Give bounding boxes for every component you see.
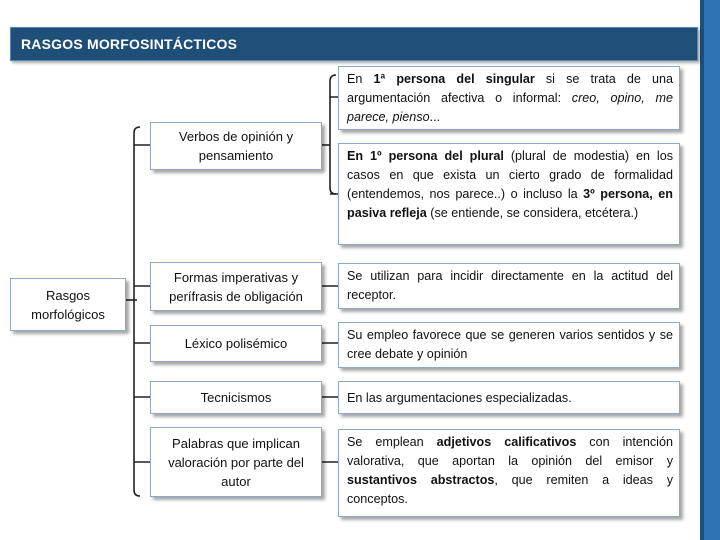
category-label: Léxico polisémico: [184, 336, 288, 351]
description-box: Se emplean adjetivos calificativos con intención valorativa, que aportan la opinión del emisor y sustantivos abstractos, que remiten a ideas y conceptos.: [338, 429, 680, 517]
page-title: RASGOS MORFOSINTÁCTICOS: [21, 36, 238, 52]
root-node: [10, 278, 126, 331]
category-node: [150, 262, 322, 311]
description-box: En 1º persona del plural (plural de modestia) en los casos en que exista un cierto grado de formalidad (entendemos, nos parece..) o incluso la 3º persona, en pasiva refleja (se entiende, se considera, etcétera.): [338, 143, 680, 245]
description-box: Se utilizan para incidir directamente en la actitud del receptor.: [338, 263, 680, 309]
category-node: [150, 427, 322, 497]
category-label: Verbos de opinión y pensamiento: [178, 129, 294, 163]
category-label: Formas imperativas y perífrasis de obligación: [169, 269, 303, 304]
category-label: Tecnicismos: [200, 390, 272, 405]
category-node: [150, 122, 322, 170]
description-box: En las argumentaciones especializadas.: [338, 381, 680, 414]
category-label: Palabras que implican valoración por parte del autor: [168, 435, 304, 489]
category-node: [150, 325, 322, 362]
category-node: [150, 381, 322, 414]
description-box: Su empleo favorece que se generen varios sentidos y se cree debate y opinión: [338, 322, 680, 368]
root-label: Rasgos morfológicos: [31, 287, 105, 322]
description-box: En 1ª persona del singular si se trata de una argumentación afectiva o informal: creo, opino, me parece, pienso...: [338, 66, 680, 130]
